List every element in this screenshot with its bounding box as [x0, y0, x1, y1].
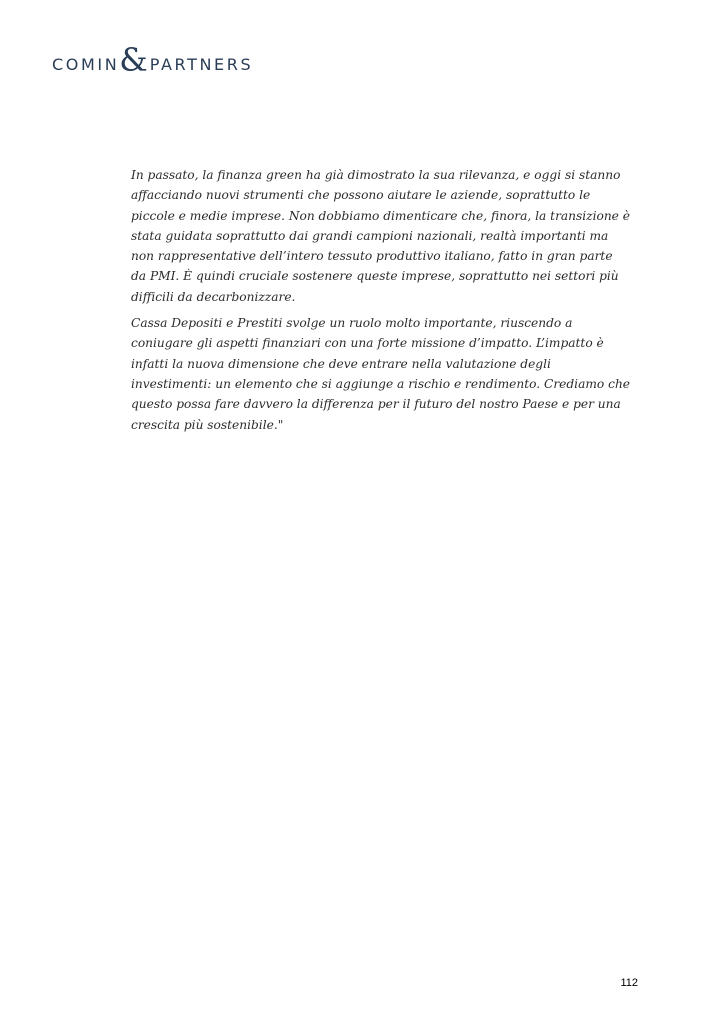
- quote-body: [131, 165, 631, 441]
- paragraph: Cassa Depositi e Prestiti svolge un ruolo molto importante, riuscendo a coniugare gli aspetti finanziari con una forte missione d’impatto. L’impatto è infatti la nuova dimensione che deve entrare nella valutazione degli investimenti: un elemento che si aggiunge a rischio e rendimento. Crediamo che questo possa fare davvero la differenza per il futuro del nostro Paese e per una crescita più sostenibile.": [131, 316, 631, 432]
- logo-text-partners: PARTNERS: [149, 54, 254, 74]
- paragraph: In passato, la finanza green ha già dimostrato la sua rilevanza, e oggi si stanno affacciando nuovi strumenti che possono aiutare le aziende, soprattutto le piccole e medie imprese. Non dobbiamo dimenticare che, finora, la transizione è stata guidata soprattutto dai grandi campioni nazionali, realtà importanti ma non rappresentative dell’intero tessuto produttivo italiano, fatto in gran parte da PMI. È quindi cruciale sostenere queste imprese, soprattutto nei settori più difficili da decarbonizzare.: [131, 168, 630, 304]
- logo-ampersand: &: [119, 41, 148, 79]
- page-number: 112: [620, 977, 638, 989]
- company-logo: [52, 41, 254, 79]
- logo-text-comin: COMIN: [52, 54, 120, 74]
